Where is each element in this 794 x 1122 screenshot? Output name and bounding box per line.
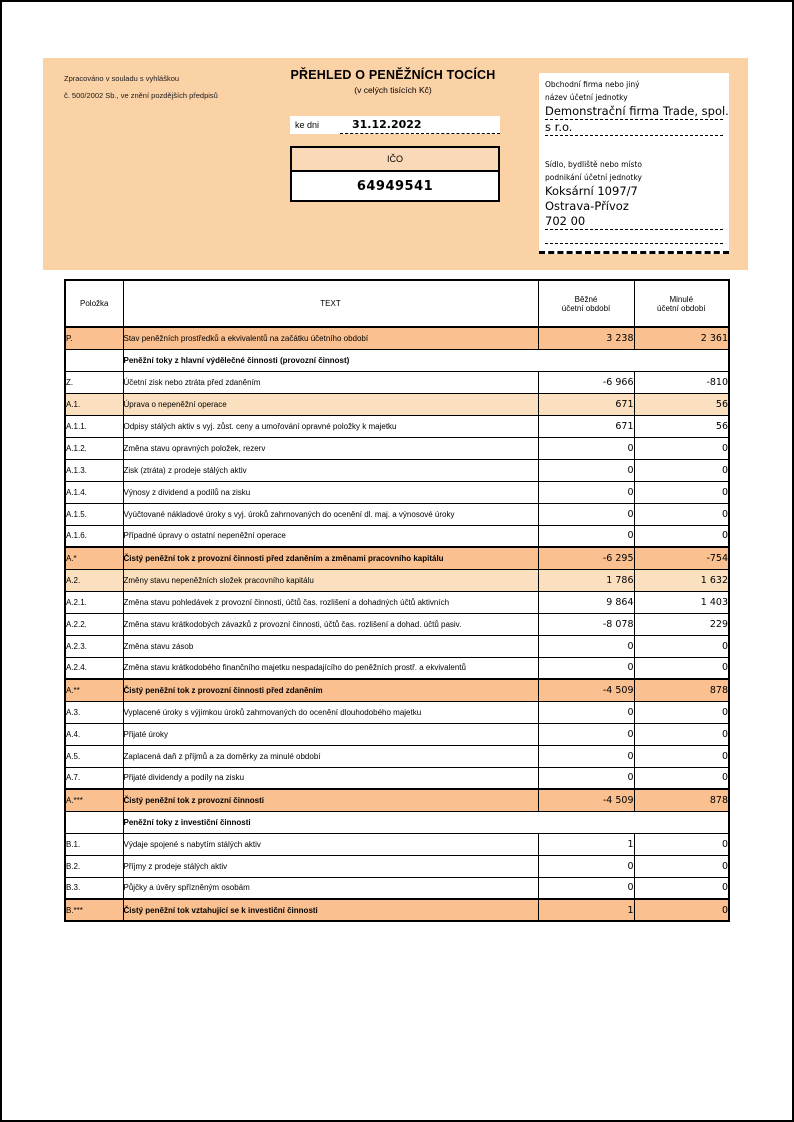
table-row: [65, 547, 729, 569]
row-current-value: 9 864: [538, 591, 634, 613]
table-row: [65, 679, 729, 701]
row-previous-value: 0: [634, 723, 729, 745]
row-previous-value: -810: [634, 371, 729, 393]
row-code: A.1.4.: [65, 481, 123, 503]
row-previous-value: 0: [634, 525, 729, 547]
row-code: B.1.: [65, 833, 123, 855]
row-current-value: -4 509: [538, 789, 634, 811]
table-row: [65, 635, 729, 657]
row-current-value: 671: [538, 393, 634, 415]
row-section-title: Peněžní toky z hlavní výdělečné činnosti (provozní činnost): [123, 349, 729, 371]
row-previous-value: 0: [634, 701, 729, 723]
row-text: Účetní zisk nebo ztráta před zdaněním: [123, 371, 538, 393]
row-current-value: 0: [538, 459, 634, 481]
cashflow-table-body: [65, 327, 729, 921]
header-text: TEXT: [123, 280, 538, 327]
row-text: Přijaté úroky: [123, 723, 538, 745]
row-section-title: Peněžní toky z investiční činnosti: [123, 811, 729, 833]
row-code: B.2.: [65, 855, 123, 877]
row-current-value: 0: [538, 701, 634, 723]
row-previous-value: 1 632: [634, 569, 729, 591]
table-row: [65, 393, 729, 415]
row-text: Čistý peněžní tok vztahující se k investiční činnosti: [123, 899, 538, 921]
as-of-date-row: [290, 116, 500, 134]
row-previous-value: 0: [634, 459, 729, 481]
table-row: [65, 899, 729, 921]
row-code: A.7.: [65, 767, 123, 789]
row-code: B.***: [65, 899, 123, 921]
header-previous-period: [634, 280, 729, 327]
row-text: Výdaje spojené s nabytím stálých aktiv: [123, 833, 538, 855]
row-code: A.1.6.: [65, 525, 123, 547]
table-row: [65, 657, 729, 679]
row-current-value: 0: [538, 877, 634, 899]
row-text: Zaplacená daň z příjmů a za doměrky za minulé období: [123, 745, 538, 767]
company-name-line2: s r.o.: [545, 120, 723, 136]
regulation-note: [64, 70, 218, 104]
table-row: [65, 371, 729, 393]
row-previous-value: 229: [634, 613, 729, 635]
table-row: [65, 327, 729, 349]
company-address-line3: 702 00: [545, 214, 723, 230]
table-row: [65, 811, 729, 833]
table-row: [65, 767, 729, 789]
title-block: [243, 68, 543, 95]
page-subtitle: (v celých tisících Kč): [354, 85, 432, 95]
row-current-value: -4 509: [538, 679, 634, 701]
row-text: Stav peněžních prostředků a ekvivalentů na začátku účetního období: [123, 327, 538, 349]
table-row: [65, 745, 729, 767]
row-previous-value: 0: [634, 657, 729, 679]
row-text: Případné úpravy o ostatní nepeněžní operace: [123, 525, 538, 547]
header-current-period: [538, 280, 634, 327]
row-text: Přijaté dividendy a podíly na zisku: [123, 767, 538, 789]
row-previous-value: 0: [634, 877, 729, 899]
row-code: A.1.: [65, 393, 123, 415]
row-previous-value: 0: [634, 855, 729, 877]
row-current-value: 0: [538, 437, 634, 459]
row-current-value: 1: [538, 833, 634, 855]
form-header-banner: [43, 58, 748, 270]
row-current-value: 0: [538, 525, 634, 547]
row-text: Výnosy z dividend a podílů na zisku: [123, 481, 538, 503]
table-row: [65, 723, 729, 745]
row-current-value: 671: [538, 415, 634, 437]
row-previous-value: 878: [634, 679, 729, 701]
row-code: A.2.3.: [65, 635, 123, 657]
row-code: A.*: [65, 547, 123, 569]
row-current-value: -6 295: [538, 547, 634, 569]
row-text: Příjmy z prodeje stálých aktiv: [123, 855, 538, 877]
table-header-row: [65, 280, 729, 327]
row-code: A.5.: [65, 745, 123, 767]
row-current-value: 0: [538, 503, 634, 525]
table-row: [65, 855, 729, 877]
row-text: Změna stavu zásob: [123, 635, 538, 657]
row-code: A.2.: [65, 569, 123, 591]
row-current-value: 1: [538, 899, 634, 921]
row-code: A.1.2.: [65, 437, 123, 459]
table-row: [65, 789, 729, 811]
row-current-value: 0: [538, 657, 634, 679]
row-previous-value: 1 403: [634, 591, 729, 613]
header-previous-line1: Minulé: [669, 294, 694, 304]
row-previous-value: 0: [634, 635, 729, 657]
row-code: A.**: [65, 679, 123, 701]
table-row: [65, 349, 729, 371]
row-code: A.3.: [65, 701, 123, 723]
table-row: [65, 415, 729, 437]
company-address-line1: Koksární 1097/7: [545, 184, 638, 198]
table-row: [65, 481, 729, 503]
header-current-line2: účetní období: [561, 303, 611, 313]
row-current-value: 3 238: [538, 327, 634, 349]
company-info-box: [539, 73, 729, 254]
empty-dashed-line: [545, 230, 723, 244]
table-row: [65, 525, 729, 547]
table-row: [65, 459, 729, 481]
table-row: [65, 437, 729, 459]
row-previous-value: 0: [634, 745, 729, 767]
header-current-line1: Běžné: [574, 294, 598, 304]
as-of-date-value: 31.12.2022: [340, 116, 500, 134]
row-code: A.2.4.: [65, 657, 123, 679]
row-text: Zisk (ztráta) z prodeje stálých aktiv: [123, 459, 538, 481]
cash-flow-table: [64, 279, 730, 922]
row-code: A.4.: [65, 723, 123, 745]
row-previous-value: 56: [634, 393, 729, 415]
row-text: Změny stavu nepeněžních složek pracovního kapitálu: [123, 569, 538, 591]
table-row: [65, 833, 729, 855]
row-previous-value: 0: [634, 437, 729, 459]
regulation-note-line2: č. 500/2002 Sb., ve znění pozdějších předpisů: [64, 91, 218, 100]
row-code: A.2.1.: [65, 591, 123, 613]
company-address-label-line2: podnikání účetní jednotky: [545, 173, 642, 182]
row-previous-value: 2 361: [634, 327, 729, 349]
header-previous-line2: účetní období: [657, 303, 706, 313]
as-of-date-label: ke dni: [295, 120, 320, 130]
company-name-label-line1: Obchodní firma nebo jiný: [545, 80, 640, 89]
row-previous-value: 0: [634, 481, 729, 503]
row-previous-value: -754: [634, 547, 729, 569]
row-code: A.2.2.: [65, 613, 123, 635]
row-text: Změna stavu krátkodobého finančního majetku nespadajícího do peněžních prostř. a ekvivalentů: [123, 657, 538, 679]
row-text: Odpisy stálých aktiv s vyj. zůst. ceny a umořování opravné položky k majetku: [123, 415, 538, 437]
row-current-value: 0: [538, 635, 634, 657]
table-row: [65, 701, 729, 723]
table-row: [65, 569, 729, 591]
header-item: Položka: [65, 280, 123, 327]
table-row: [65, 613, 729, 635]
row-code: P.: [65, 327, 123, 349]
row-current-value: 0: [538, 855, 634, 877]
row-previous-value: 0: [634, 503, 729, 525]
row-code: A.***: [65, 789, 123, 811]
table-row: [65, 877, 729, 899]
page-title: PŘEHLED O PENĚŽNÍCH TOCÍCH: [290, 68, 496, 82]
row-previous-value: 0: [634, 767, 729, 789]
ico-value: 64949541: [356, 178, 434, 194]
row-code: A.1.1.: [65, 415, 123, 437]
ico-label: IČO: [292, 148, 498, 172]
row-text: Vyplacené úroky s výjimkou úroků zahrnovaných do ocenění dlouhodobého majetku: [123, 701, 538, 723]
ico-box: [290, 146, 500, 202]
row-previous-value: 56: [634, 415, 729, 437]
company-address-line2: Ostrava-Přívoz: [545, 199, 629, 213]
row-code: Z.: [65, 371, 123, 393]
row-code: B.3.: [65, 877, 123, 899]
row-current-value: 0: [538, 745, 634, 767]
row-code: [65, 811, 123, 833]
row-current-value: 1 786: [538, 569, 634, 591]
row-current-value: 0: [538, 481, 634, 503]
table-row: [65, 503, 729, 525]
row-text: Čistý peněžní tok z provozní činnosti před zdaněním a změnami pracovního kapitálu: [123, 547, 538, 569]
spacer: [545, 136, 723, 158]
row-text: Změna stavu opravných položek, rezerv: [123, 437, 538, 459]
row-current-value: 0: [538, 767, 634, 789]
row-previous-value: 878: [634, 789, 729, 811]
table-row: [65, 591, 729, 613]
row-text: Úprava o nepeněžní operace: [123, 393, 538, 415]
row-text: Změna stavu pohledávek z provozní činnosti, účtů čas. rozlišení a dohadných účtů aktivních: [123, 591, 538, 613]
company-address-label-line1: Sídlo, bydliště nebo místo: [545, 160, 642, 169]
row-text: Vyúčtované nákladové úroky s vyj. úroků zahrnovaných do ocenění dl. maj. a výnosové úroky: [123, 503, 538, 525]
row-previous-value: 0: [634, 833, 729, 855]
row-previous-value: 0: [634, 899, 729, 921]
row-text: Čistý peněžní tok z provozní činnosti: [123, 789, 538, 811]
company-name-label-line2: název účetní jednotky: [545, 93, 628, 102]
row-text: Půjčky a úvěry spřízněným osobám: [123, 877, 538, 899]
company-name-line1: Demonstrační firma Trade, spol.: [545, 104, 729, 118]
row-current-value: -8 078: [538, 613, 634, 635]
row-text: Změna stavu krátkodobých závazků z provozní činnosti, účtů čas. rozlišení a dohad. účtů pasiv.: [123, 613, 538, 635]
row-code: [65, 349, 123, 371]
row-current-value: 0: [538, 723, 634, 745]
row-code: A.1.5.: [65, 503, 123, 525]
row-current-value: -6 966: [538, 371, 634, 393]
row-text: Čistý peněžní tok z provozní činnosti před zdaněním: [123, 679, 538, 701]
row-code: A.1.3.: [65, 459, 123, 481]
regulation-note-line1: Zpracováno v souladu s vyhláškou: [64, 74, 180, 83]
